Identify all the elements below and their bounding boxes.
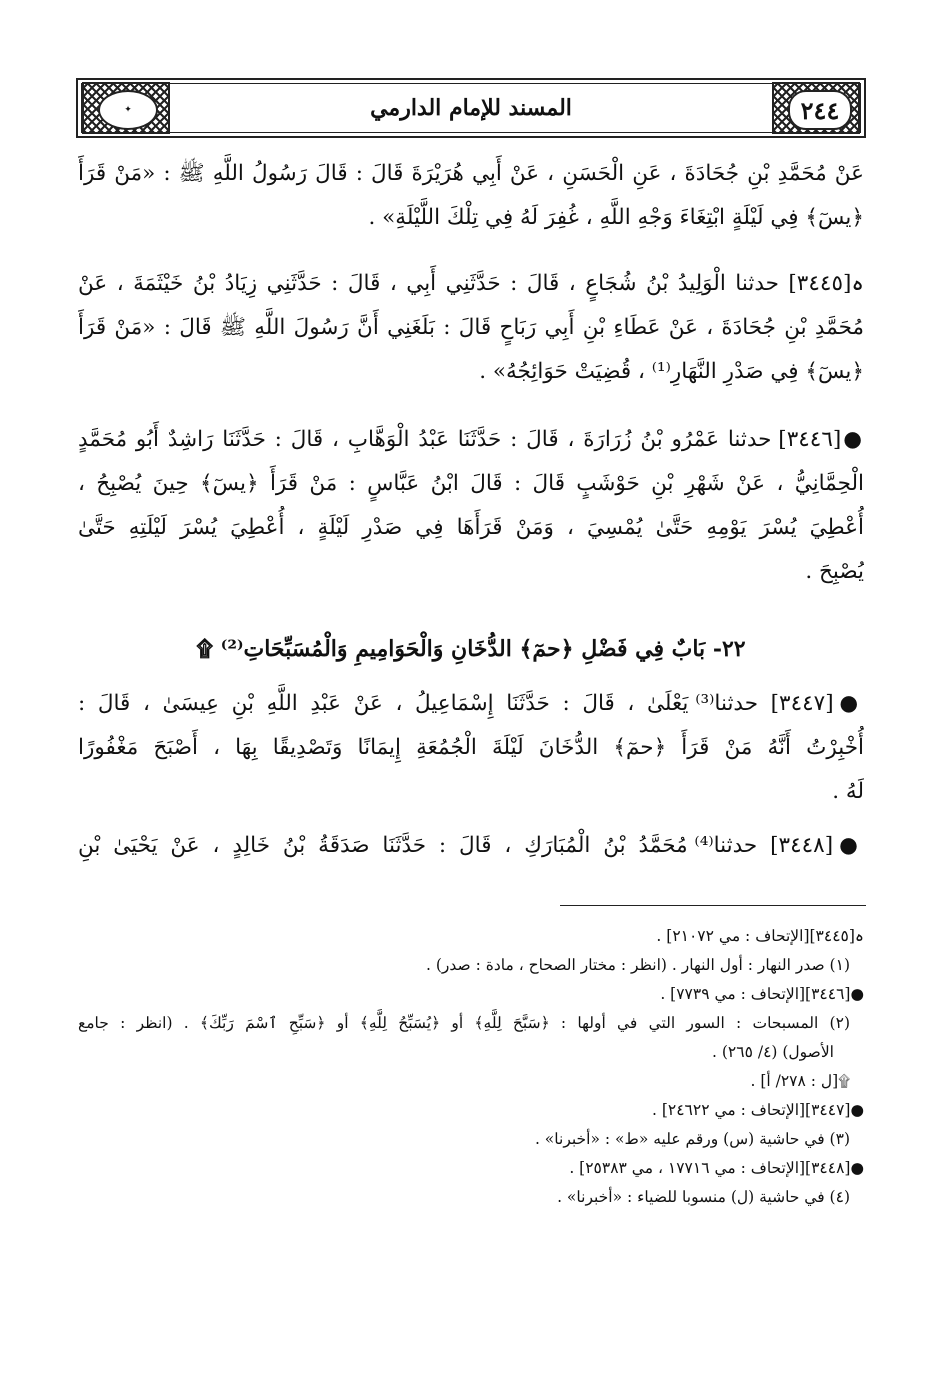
page-header xyxy=(76,78,866,138)
text-line: أُخْبِرْتُ أَنَّهُ مَنْ قَرَأَ ﴿حمٓ﴾ الدُّخَانَ لَيْلَةَ الْجُمُعَةِ إِيمَانًا وَتَصْدِيقًا بِهَا ، أَصْبَحَ مَغْفُورًا xyxy=(78,735,864,760)
footnote: ●[٣٤٤٨][الإتحاف : مي ١٧٧١٦ ، مي ٢٥٣٨٣] . xyxy=(569,1159,864,1177)
footnote-divider xyxy=(560,905,866,906)
footnote: (٣) في حاشية (س) ورقم عليه «ط» : «أخبرنا» . xyxy=(534,1130,850,1148)
text-line: ہ[٣٤٤٥] حدثنا الْوَلِيدُ بْنُ شُجَاعٍ ، قَالَ : حَدَّثَنِي أَبِي ، قَالَ : حَدَّثَنِي زِيَادُ بْنُ خَيْثَمَةَ ، عَنْ xyxy=(78,271,864,296)
text-line: ﴿يسٓ﴾ فِي صَدْرِ النَّهَارِ⁽¹⁾ ، قُضِيَتْ حَوَائِجُهُ» . xyxy=(479,359,864,384)
text-line: لَهُ . xyxy=(832,779,864,804)
header-ornament-right xyxy=(772,82,860,134)
hadith-3446 xyxy=(78,418,864,594)
footnote: الأصول) (٤/ ٢٦٥) . xyxy=(712,1043,834,1061)
header-ornament-left xyxy=(82,82,170,134)
footnotes xyxy=(78,922,864,1212)
text-line: يُصْبِحَ . xyxy=(805,559,864,584)
hadith-3445 xyxy=(78,262,864,394)
footnote: ●[٣٤٤٦][الإتحاف : مي ٧٧٣٩] . xyxy=(660,985,864,1003)
text-line: الْحِمَّانِيُّ ، عَنْ شَهْرِ بْنِ حَوْشَبٍ قَالَ : قَالَ ابْنُ عَبَّاسٍ : مَنْ قَرَأَ ﴿يسٓ﴾ حِينَ يُصْبِحُ ، xyxy=(78,471,864,496)
text-line: ﴿يسٓ﴾ فِي لَيْلَةٍ ابْتِغَاءَ وَجْهِ اللَّهِ ، غُفِرَ لَهُ فِي تِلْكَ اللَّيْلَةِ» . xyxy=(368,205,864,230)
book-seal-logo: ✦ xyxy=(98,90,158,130)
page-number: ٢٤٤ xyxy=(788,90,852,130)
footnote: ۩[ل : ٢٧٨/ أ] . xyxy=(750,1072,850,1090)
footnote: (١) صدر النهار : أول النهار . (انظر : مختار الصحاح ، مادة : صدر) . xyxy=(425,956,850,974)
text-line: عَنْ مُحَمَّدِ بْنِ جُحَادَةَ ، عَنِ الْحَسَنِ ، عَنْ أَبِي هُرَيْرَةَ قَالَ : قَالَ رَسُولُ اللَّهِ ﷺ : «مَنْ قَرَأَ xyxy=(78,161,864,186)
hadith-3447 xyxy=(78,682,864,814)
body-paragraph-1 xyxy=(78,152,864,240)
text-line: ●[٣٤٤٧] حدثنا⁽³⁾ يَعْلَىٰ ، قَالَ : حَدَّثَنَا إِسْمَاعِيلُ ، عَنْ عَبْدِ اللَّهِ بْنِ عِيسَىٰ ، قَالَ : xyxy=(78,691,864,716)
text-line: مُحَمَّدِ بْنِ جُحَادَةَ ، عَنْ عَطَاءِ بْنِ أَبِي رَبَاحٍ قَالَ : بَلَغَنِي أَنَّ رَسُولَ اللَّهِ ﷺ قَالَ : «مَنْ قَرَأَ xyxy=(78,315,864,340)
text-line: ●[٣٤٤٦] حدثنا عَمْرُو بْنُ زُرَارَةَ ، قَالَ : حَدَّثَنَا عَبْدُ الْوَهَّابِ ، قَالَ : حَدَّثَنَا رَاشِدٌ أَبُو مُحَمَّدٍ xyxy=(78,427,864,452)
hadith-3448 xyxy=(78,824,864,868)
running-title: المسند للإمام الدارمي xyxy=(370,95,572,121)
text-line: ●[٣٤٤٨] حدثنا⁽⁴⁾ مُحَمَّدُ بْنُ الْمُبَارَكِ ، قَالَ : حَدَّثَنَا صَدَقَةُ بْنُ خَالِدٍ ، عَنْ يَحْيَىٰ بْنِ xyxy=(78,833,864,858)
footnote: (٤) في حاشية (ل) منسوبا للضياء : «أخبرنا» . xyxy=(557,1188,850,1206)
footnote: ●[٣٤٤٧][الإتحاف : مي ٢٤٦٢٢] . xyxy=(651,1101,864,1119)
text-line: أُعْطِيَ يُسْرَ يَوْمِهِ حَتَّىٰ يُمْسِيَ ، وَمَنْ قَرَأَهَا فِي صَدْرِ لَيْلَةٍ ، أُعْطِيَ يُسْرَ لَيْلَتِهِ حَتَّىٰ xyxy=(78,515,864,540)
footnote: (٢) المسبحات : السور التي في أولها : ﴿سَبَّحَ لِلَّهِ﴾ أو ﴿يُسَبِّحُ لِلَّهِ﴾ أو ﴿سَبِّحِ ٱسْمَ رَبِّكَ﴾ . (انظر : جامع xyxy=(78,1014,850,1032)
chapter-heading: ٢٢- بَابٌ فِي فَضْلِ ﴿حمٓ﴾ الدُّخَانِ وَالْحَوَامِيمِ وَالْمُسَبِّحَاتِ⁽²⁾ ۩ xyxy=(196,636,746,662)
footnote: ہ[٣٤٤٥][الإتحاف : مي ٢١٠٧٢] . xyxy=(656,927,864,945)
